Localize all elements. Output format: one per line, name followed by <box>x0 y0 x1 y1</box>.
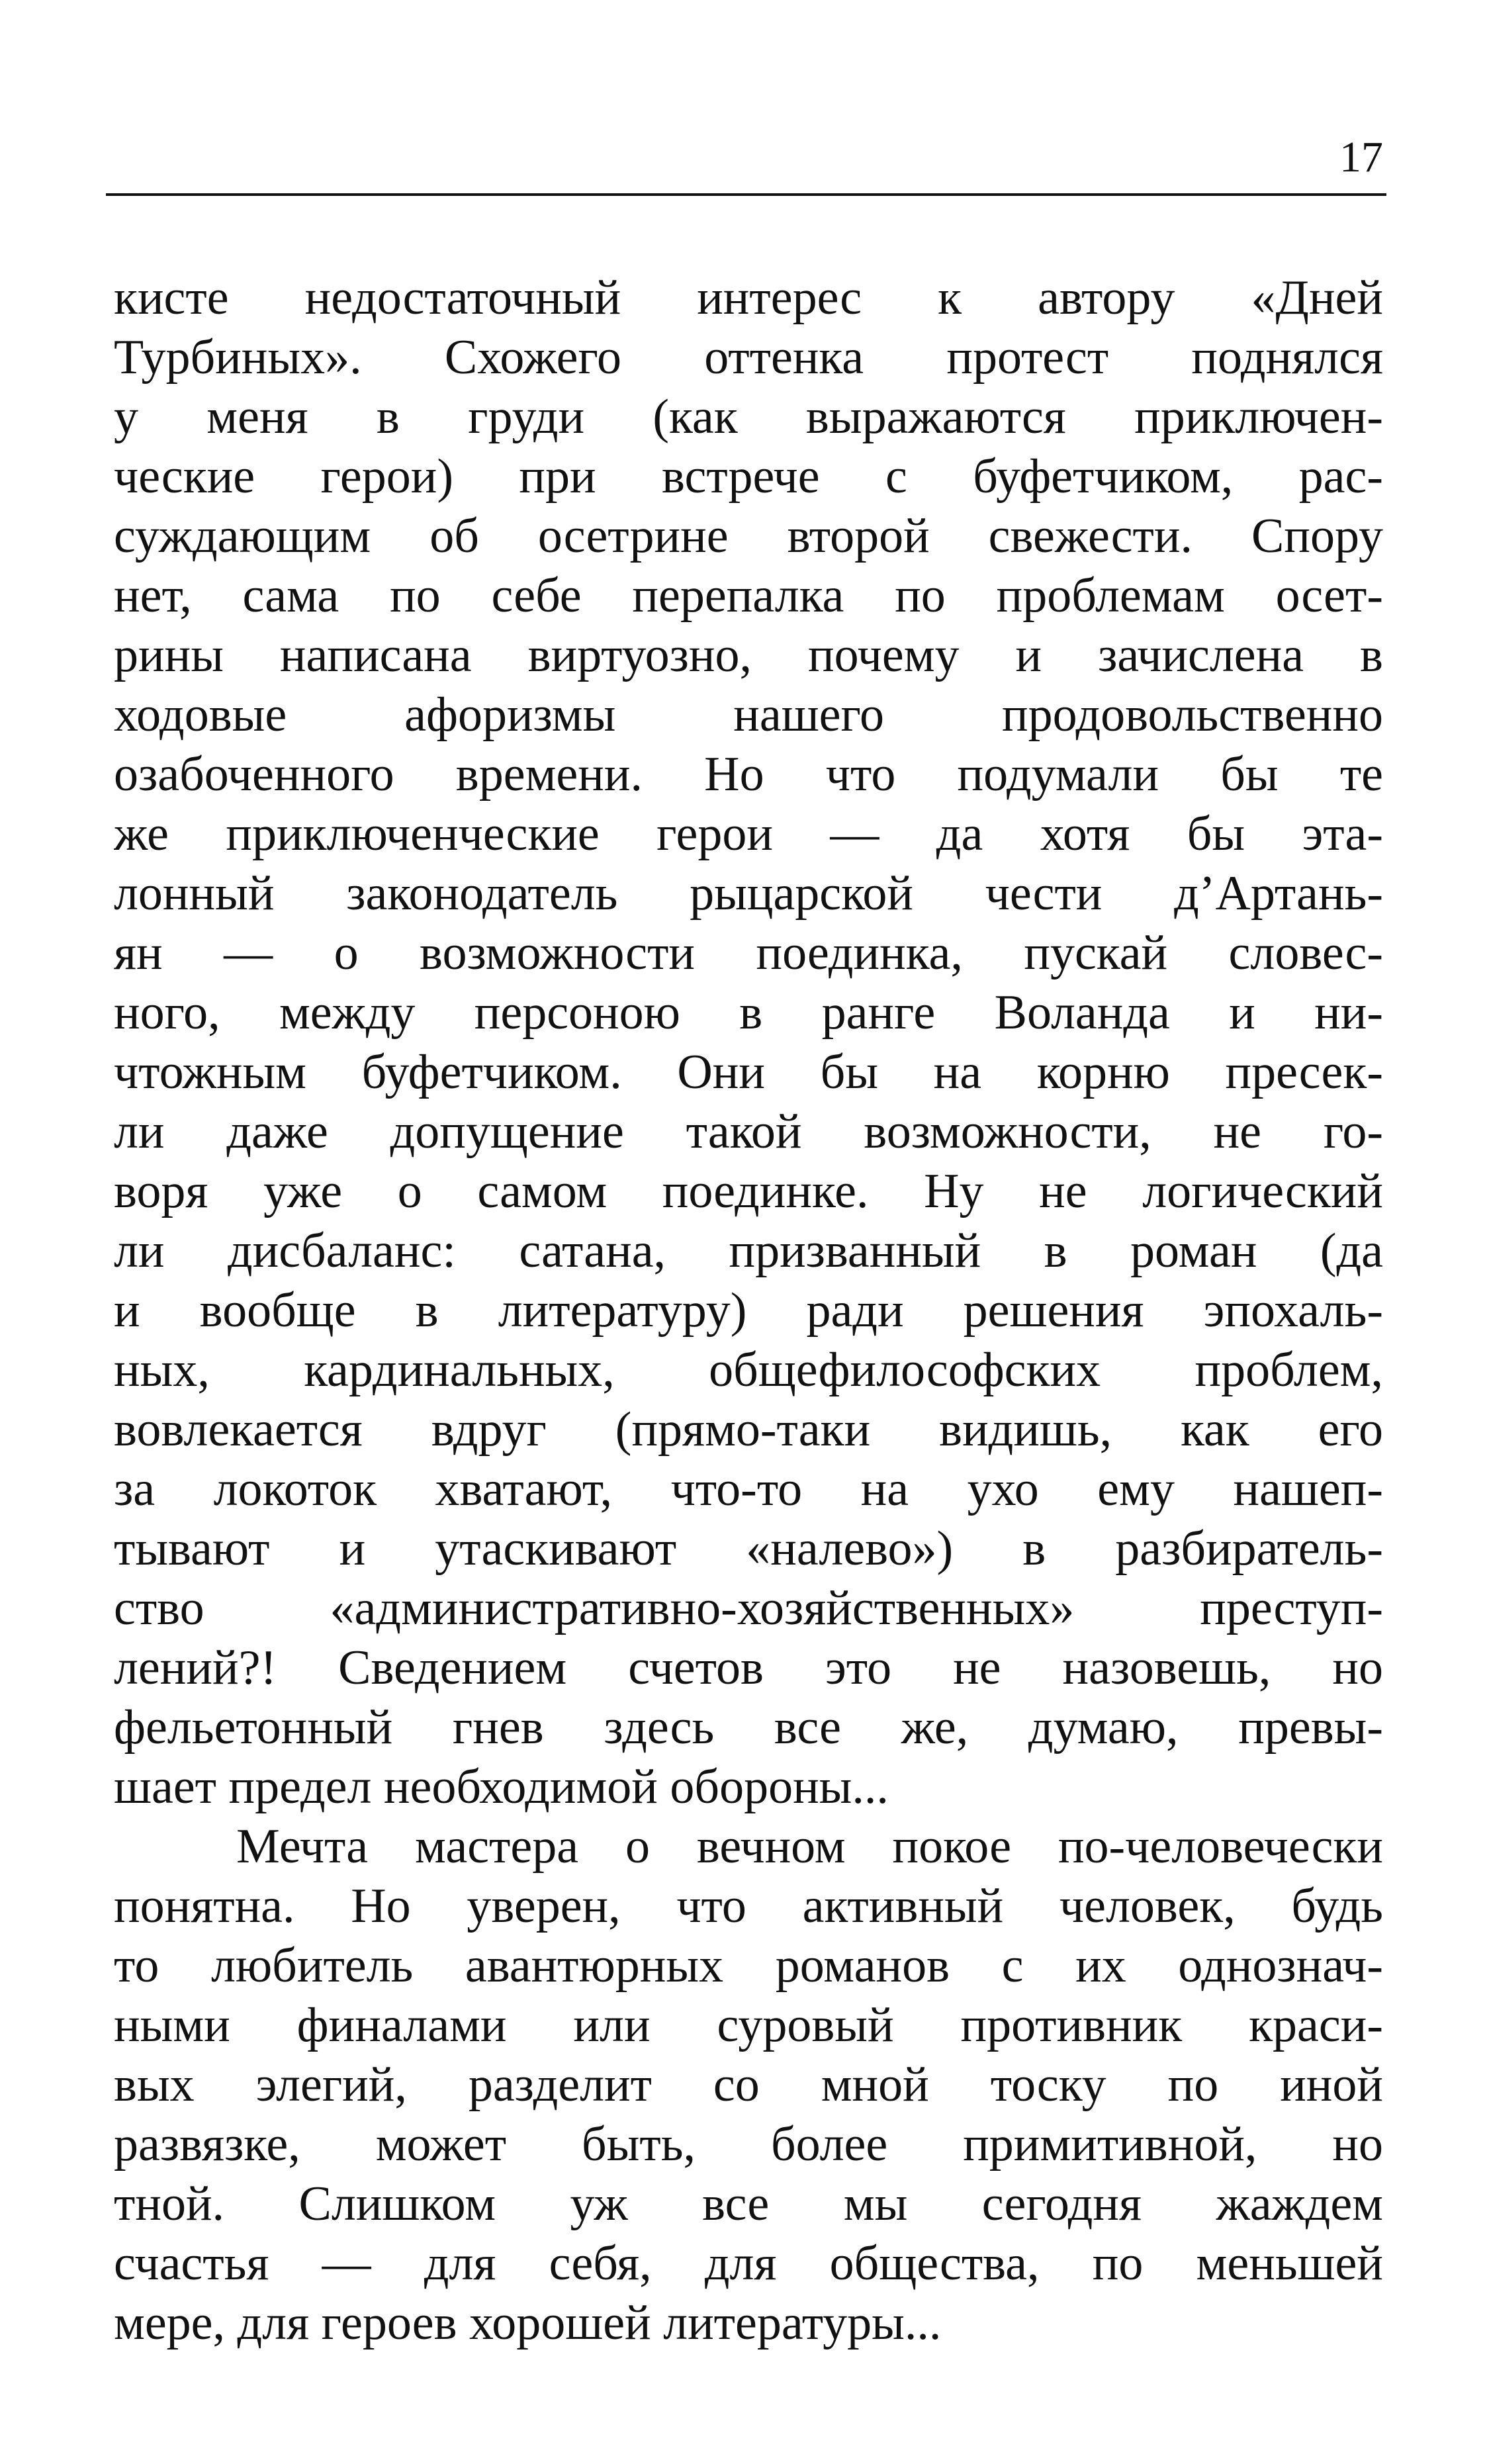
text-line: счастья — для себя, для общества, по меньшей <box>114 2236 1383 2291</box>
paragraph-1 <box>114 268 1383 1817</box>
text-line: развязке, может быть, более примитивной, но <box>114 2117 1383 2171</box>
text-column <box>114 268 1383 2353</box>
text-line: лений?! Сведением счетов это не назовешь, но <box>114 1641 1383 1695</box>
text-line: фельетонный гнев здесь все же, думаю, превы- <box>114 1700 1383 1755</box>
text-line: вовлекается вдруг (прямо-таки видишь, как его <box>114 1402 1383 1457</box>
text-line: мере, для героев хорошей литературы... <box>114 2296 942 2350</box>
text-line: ли даже допущение такой возможности, не го- <box>114 1105 1383 1159</box>
text-line: ство «административно-хозяйственных» преступ- <box>114 1581 1383 1635</box>
text-line: нет, сама по себе перепалка по проблемам осет- <box>114 569 1383 623</box>
text-line: то любитель авантюрных романов с их однознач- <box>114 1939 1383 1993</box>
text-line: у меня в груди (как выражаются приключен- <box>114 390 1383 444</box>
text-line: тной. Слишком уж все мы сегодня жаждем <box>114 2177 1383 2231</box>
text-line: Турбиных». Схожего оттенка протест поднялся <box>114 330 1383 385</box>
text-line: ных, кардинальных, общефилософских проблем, <box>114 1343 1383 1397</box>
text-line: понятна. Но уверен, что активный человек, будь <box>114 1879 1383 1933</box>
text-line: и вообще в литературу) ради решения эпохаль- <box>114 1283 1383 1338</box>
text-line: чтожным буфетчиком. Они бы на корню пресек- <box>114 1045 1383 1099</box>
text-line: Мечта мастера о вечном покое по-человечески <box>236 1819 1383 1874</box>
text-line: ходовые афоризмы нашего продовольственно <box>114 688 1383 742</box>
paragraph-2 <box>114 1817 1383 2353</box>
text-line: ческие герои) при встрече с буфетчиком, рас- <box>114 449 1383 504</box>
page-number: 17 <box>1339 133 1383 181</box>
text-line: тывают и утаскивают «налево») в разбиратель- <box>114 1522 1383 1576</box>
text-line: ли дисбаланс: сатана, призванный в роман (да <box>114 1224 1383 1278</box>
text-line: за локоток хватают, что-то на ухо ему нашеп- <box>114 1462 1383 1516</box>
header-rule <box>106 193 1386 196</box>
text-line: ными финалами или суровый противник краси- <box>114 1998 1383 2052</box>
text-line: рины написана виртуозно, почему и зачислена в <box>114 628 1383 682</box>
text-line: суждающим об осетрине второй свежести. Спору <box>114 509 1383 563</box>
text-line: кисте недостаточный интерес к автору «Дней <box>114 271 1383 325</box>
text-line: шает предел необходимой обороны... <box>114 1760 889 1814</box>
text-line: ян — о возможности поединка, пускай словес- <box>114 926 1383 980</box>
text-line: ного, между персоною в ранге Воланда и ни- <box>114 985 1383 1040</box>
text-line: лонный законодатель рыцарской чести д’Артань- <box>114 866 1383 921</box>
text-line: вых элегий, разделит со мной тоску по иной <box>114 2058 1383 2112</box>
text-line: воря уже о самом поединке. Ну не логический <box>114 1164 1383 1218</box>
text-line: же приключенческие герои — да хотя бы эта- <box>114 807 1383 861</box>
text-line: озабоченного времени. Но что подумали бы те <box>114 747 1383 801</box>
